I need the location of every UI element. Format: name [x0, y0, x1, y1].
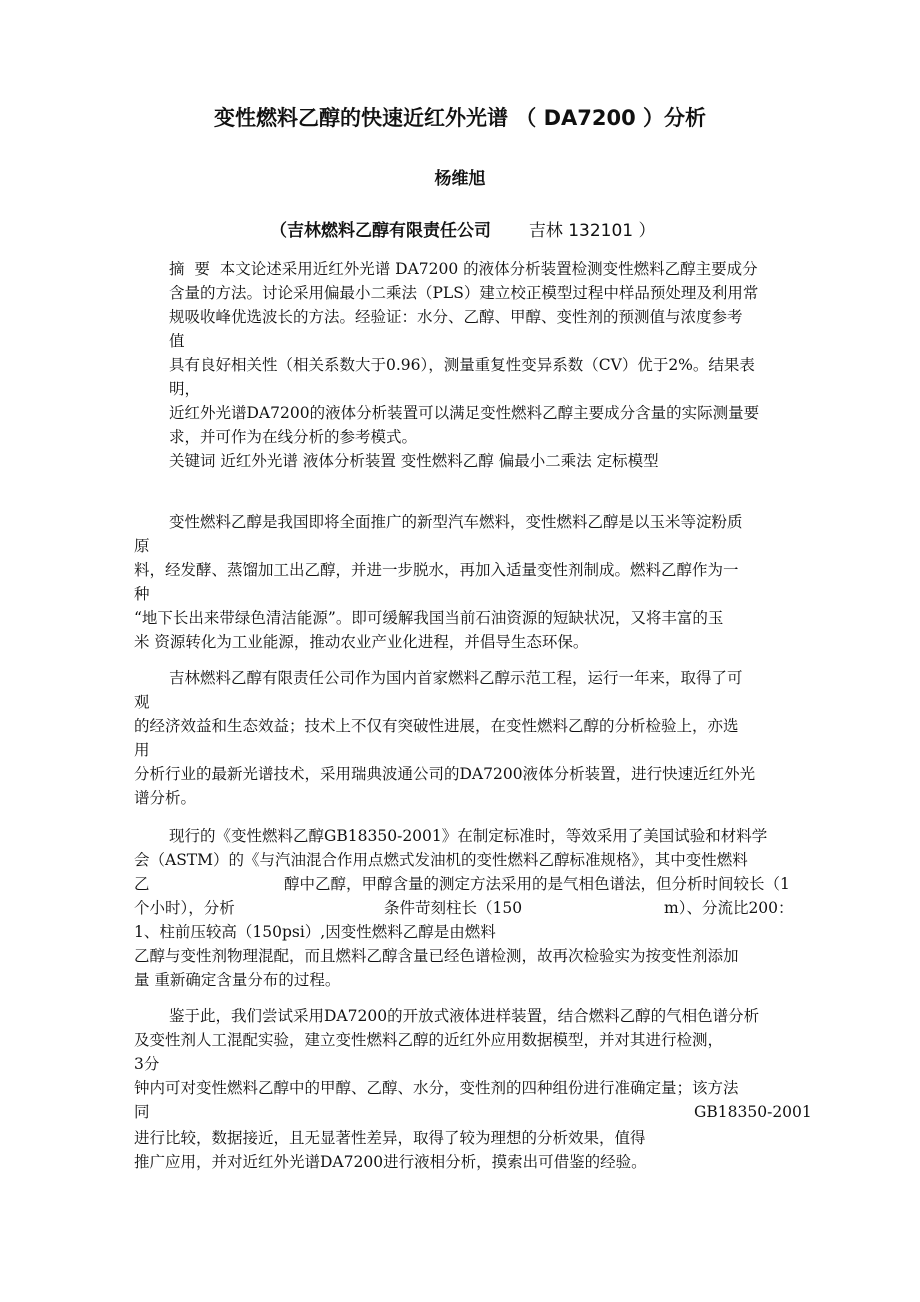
keywords-line: 关键词 近红外光谱 液体分析装置 变性燃料乙醇 偏最小二乘法 定标模型: [169, 452, 659, 470]
paragraph-line: 1、柱前压较高（150psi）,因变性燃料乙醇是由燃料: [134, 923, 496, 941]
paragraph-line: 种: [134, 585, 150, 603]
paragraph-line: m）、分流比200：: [664, 899, 794, 917]
abstract-line: 值: [169, 332, 185, 350]
abstract-line: 规吸收峰优选波长的方法。经验证：水分、乙醇、甲醇、变性剂的预测值与浓度参考: [169, 308, 743, 326]
paragraph-line: 的经济效益和生态效益；技术上不仅有突破性进展，在变性燃料乙醇的分析检验上，亦选: [134, 717, 739, 735]
paragraph-line: “地下长出来带绿色清洁能源”。即可缓解我国当前石油资源的短缺状况，又将丰富的玉: [134, 609, 724, 627]
abstract-line: 近红外光谱DA7200的液体分析装置可以满足变性燃料乙醇主要成分含量的实际测量要: [169, 404, 760, 422]
abstract-line: 明，: [169, 380, 201, 398]
paragraph-line: 进行比较，数据接近，且无显著性差异，取得了较为理想的分析效果，值得: [134, 1129, 646, 1147]
paragraph-line: 3分: [134, 1055, 160, 1073]
paragraph-line: 个小时），分析: [134, 899, 235, 917]
author-name: 杨维旭: [434, 169, 486, 189]
paragraph-line: 料，经发酵、蒸馏加工出乙醇，并进一步脱水，再加入适量变性剂制成。燃料乙醇作为一: [134, 561, 739, 579]
paragraph-line: 乙醇与变性剂物理混配，而且燃料乙醇含量已经色谱检测，故再次检验实为按变性剂添加: [134, 947, 739, 965]
paragraph-line: 原: [134, 537, 150, 555]
abstract-line: 含量的方法。讨论采用偏最小二乘法（PLS）建立校正模型过程中样品预处理及利用常: [169, 284, 759, 302]
paragraph-line: 乙: [134, 875, 150, 893]
paragraph-line: 同: [134, 1103, 150, 1121]
paragraph-line: 用: [134, 741, 150, 759]
paragraph-line: 会（ASTM）的《与汽油混合作用点燃式发油机的变性燃料乙醇标准规格》，其中变性燃料: [134, 851, 748, 869]
paragraph-line: 谱分析。: [134, 789, 197, 807]
affiliation: [270, 216, 656, 241]
paragraph-line: 现行的《变性燃料乙醇GB18350-2001》在制定标准时，等效采用了美国试验和材料学: [169, 827, 768, 845]
paragraph-line: 变性燃料乙醇是我国即将全面推广的新型汽车燃料，变性燃料乙醇是以玉米等淀粉质: [169, 513, 743, 531]
paragraph-line: 分析行业的最新光谱技术，采用瑞典波通公司的DA7200液体分析装置，进行快速近红外光: [134, 765, 756, 783]
affiliation-place: 吉林 132101 ）: [528, 221, 656, 241]
paragraph-line: GB18350-2001: [694, 1103, 812, 1121]
paragraph-line: 鉴于此，我们尝试采用DA7200的开放式液体进样装置，结合燃料乙醇的气相色谱分析: [169, 1007, 760, 1025]
paragraph-line: 条件苛刻柱长（150: [384, 899, 523, 917]
paragraph-line: 推广应用，并对近红外光谱DA7200进行液相分析，摸索出可借鉴的经验。: [134, 1153, 647, 1171]
paragraph-line: 及变性剂人工混配实验，建立变性燃料乙醇的近红外应用数据模型，并对其进行检测，: [134, 1031, 724, 1049]
abstract-line: 摘 要 本文论述采用近红外光谱 DA7200 的液体分析装置检测变性燃料乙醇主要成分: [169, 260, 758, 278]
paragraph-line: 吉林燃料乙醇有限责任公司作为国内首家燃料乙醇示范工程，运行一年来，取得了可: [169, 669, 743, 687]
affiliation-org: （吉林燃料乙醇有限责任公司: [270, 221, 491, 241]
paragraph-line: 钟内可对变性燃料乙醇中的甲醇、乙醇、水分，变性剂的四种组份进行准确定量；该方法: [134, 1079, 739, 1097]
paragraph-line: 量 重新确定含量分布的过程。: [134, 971, 341, 989]
abstract-line: 求，并可作为在线分析的参考模式。: [169, 428, 418, 446]
paragraph-line: 米 资源转化为工业能源，推动农业产业化进程，并倡导生态环保。: [134, 633, 589, 651]
paragraph-line: 观: [134, 693, 150, 711]
abstract-line: 具有良好相关性（相关系数大于0.96），测量重复性变异系数（CV）优于2%。结果表: [169, 356, 755, 374]
paper-title: 变性燃料乙醇的快速近红外光谱 （ DA7200 ）分析: [213, 106, 707, 130]
paragraph-line: 醇中乙醇，甲醇含量的测定方法采用的是气相色谱法，但分析时间较长（1: [284, 875, 790, 893]
